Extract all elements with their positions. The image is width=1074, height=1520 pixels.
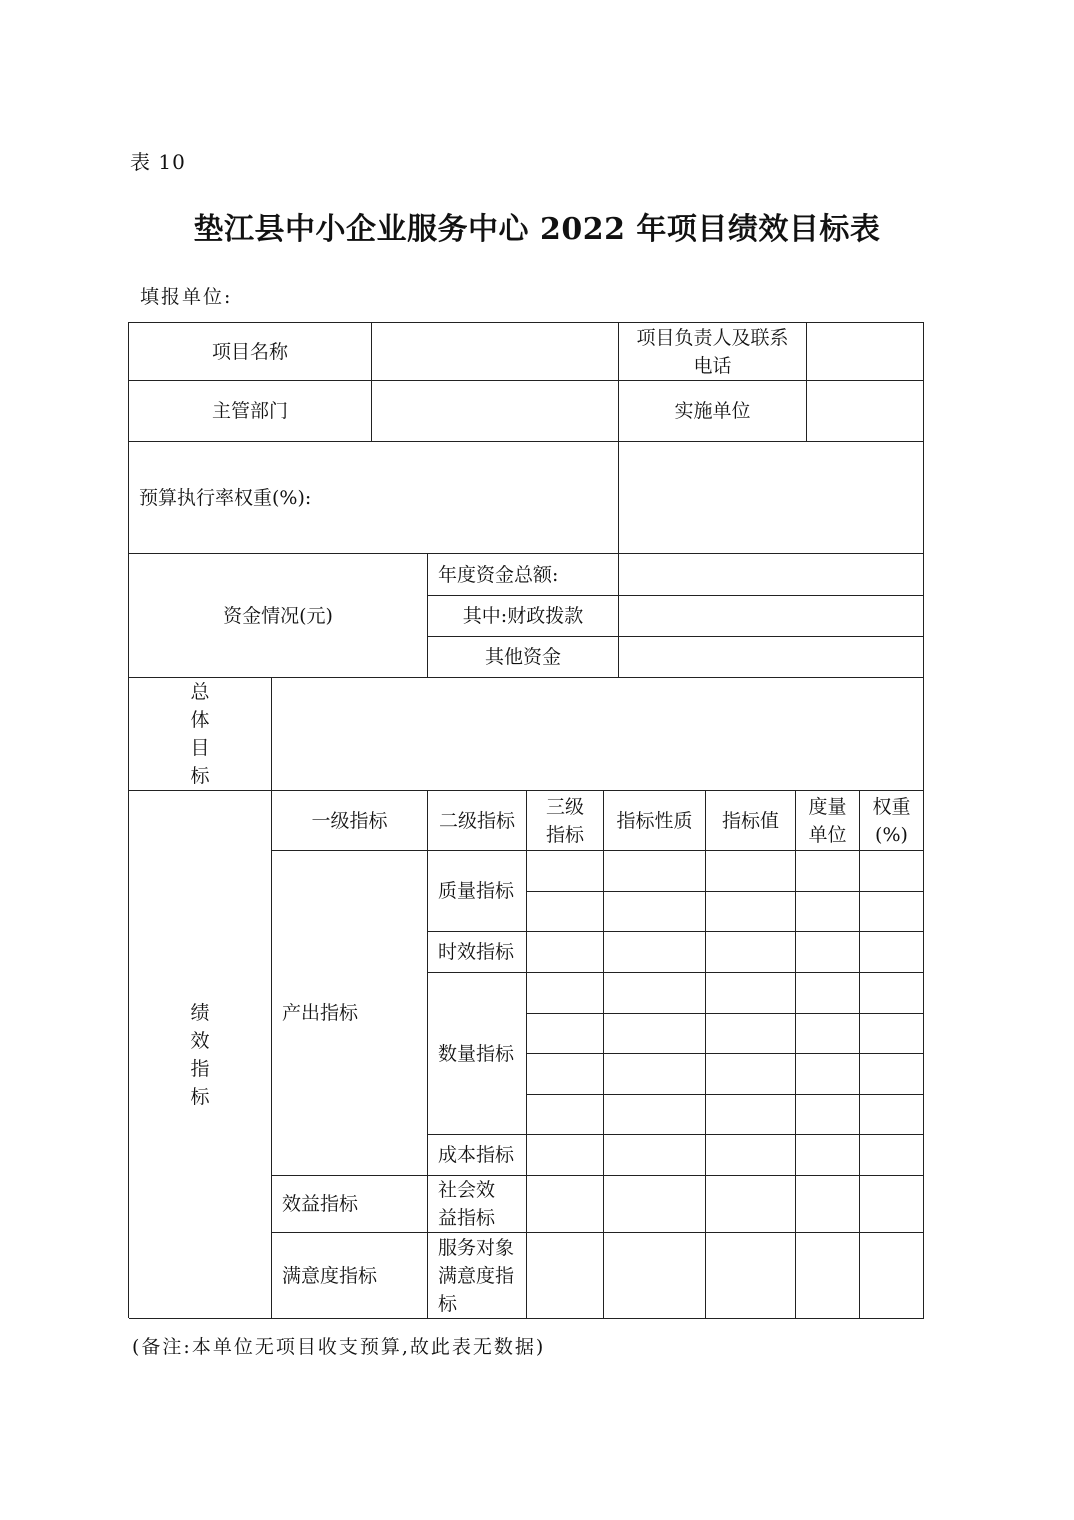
- indicator-cell-nature[interactable]: [604, 973, 706, 1014]
- implementer-label: 实施单位: [619, 381, 807, 442]
- indicators-section-label: 绩效指标: [129, 791, 272, 1319]
- indicator-cell-value[interactable]: [706, 1233, 796, 1319]
- budget-rate-weight-label: 预算执行率权重(%):: [129, 442, 619, 554]
- indicator-cell-unit[interactable]: [796, 1095, 860, 1135]
- quantity-indicator-label: 数量指标: [428, 973, 527, 1135]
- indicator-cell-weight[interactable]: [860, 851, 924, 892]
- timeliness-indicator-label: 时效指标: [428, 932, 527, 973]
- page-title: 垫江县中小企业服务中心 2022 年项目绩效目标表: [193, 212, 881, 247]
- indicator-cell-unit[interactable]: [796, 1054, 860, 1095]
- indicator-cell-weight[interactable]: [860, 1054, 924, 1095]
- social-benefit-indicator-label: 社会效益指标: [428, 1176, 527, 1233]
- indicator-cell-value[interactable]: [706, 1135, 796, 1176]
- funds-label: 资金情况(元): [129, 554, 428, 678]
- indicator-cell-nature[interactable]: [604, 1135, 706, 1176]
- header-weight: 权重(%): [860, 791, 924, 851]
- department-value[interactable]: [372, 381, 619, 442]
- indicator-cell-value[interactable]: [706, 932, 796, 973]
- indicator-cell-level3[interactable]: [527, 892, 604, 932]
- indicator-cell-unit[interactable]: [796, 1135, 860, 1176]
- indicator-cell-nature[interactable]: [604, 851, 706, 892]
- cost-indicator-label: 成本指标: [428, 1135, 527, 1176]
- department-label: 主管部门: [129, 381, 372, 442]
- indicator-cell-unit[interactable]: [796, 892, 860, 932]
- indicator-cell-level3[interactable]: [527, 1176, 604, 1233]
- remark-note: (备注:本单位无项目收支预算,故此表无数据): [132, 1336, 546, 1358]
- indicator-cell-value[interactable]: [706, 1054, 796, 1095]
- indicator-cell-level3[interactable]: [527, 1014, 604, 1054]
- fiscal-label: 其中:财政拨款: [428, 596, 619, 637]
- project-name-value[interactable]: [372, 323, 619, 381]
- quality-indicator-label: 质量指标: [428, 851, 527, 932]
- other-funds-label: 其他资金: [428, 637, 619, 678]
- indicator-cell-nature[interactable]: [604, 1054, 706, 1095]
- other-funds-value[interactable]: [619, 637, 924, 678]
- indicator-cell-unit[interactable]: [796, 932, 860, 973]
- header-value: 指标值: [706, 791, 796, 851]
- indicator-cell-nature[interactable]: [604, 1176, 706, 1233]
- header-level3: 三级指标: [527, 791, 604, 851]
- indicator-cell-unit[interactable]: [796, 1176, 860, 1233]
- indicator-cell-weight[interactable]: [860, 1233, 924, 1319]
- annual-total-value[interactable]: [619, 554, 924, 596]
- indicator-cell-value[interactable]: [706, 1095, 796, 1135]
- indicator-cell-value[interactable]: [706, 851, 796, 892]
- indicator-cell-weight[interactable]: [860, 932, 924, 973]
- indicator-cell-value[interactable]: [706, 973, 796, 1014]
- indicator-cell-level3[interactable]: [527, 1135, 604, 1176]
- indicator-cell-weight[interactable]: [860, 973, 924, 1014]
- satisfaction-indicator-label: 满意度指标: [272, 1233, 428, 1319]
- indicator-cell-weight[interactable]: [860, 1176, 924, 1233]
- indicator-cell-unit[interactable]: [796, 973, 860, 1014]
- leader-contact-value[interactable]: [807, 323, 924, 381]
- header-level2: 二级指标: [428, 791, 527, 851]
- indicator-cell-level3[interactable]: [527, 851, 604, 892]
- indicator-cell-nature[interactable]: [604, 1233, 706, 1319]
- header-unit: 度量单位: [796, 791, 860, 851]
- indicator-cell-unit[interactable]: [796, 851, 860, 892]
- indicator-cell-unit[interactable]: [796, 1014, 860, 1054]
- indicator-cell-level3[interactable]: [527, 1054, 604, 1095]
- indicator-cell-level3[interactable]: [527, 1233, 604, 1319]
- performance-target-table: [128, 322, 924, 1318]
- indicator-cell-nature[interactable]: [604, 1014, 706, 1054]
- fiscal-value[interactable]: [619, 596, 924, 637]
- indicator-cell-unit[interactable]: [796, 1233, 860, 1319]
- service-satisfaction-indicator-label: 服务对象满意度指标: [428, 1233, 527, 1319]
- budget-rate-weight-value[interactable]: [619, 442, 924, 554]
- output-indicator-label: 产出指标: [272, 851, 428, 1176]
- table-number: 表 10: [130, 150, 186, 174]
- indicator-cell-nature[interactable]: [604, 1095, 706, 1135]
- indicator-cell-level3[interactable]: [527, 932, 604, 973]
- indicator-cell-value[interactable]: [706, 1014, 796, 1054]
- project-name-label: 项目名称: [129, 323, 372, 381]
- indicator-cell-level3[interactable]: [527, 1095, 604, 1135]
- annual-total-label: 年度资金总额:: [428, 554, 619, 596]
- indicator-cell-weight[interactable]: [860, 1135, 924, 1176]
- header-nature: 指标性质: [604, 791, 706, 851]
- leader-contact-label: 项目负责人及联系电话: [619, 323, 807, 381]
- indicator-cell-value[interactable]: [706, 1176, 796, 1233]
- fill-unit-label: 填报单位:: [140, 286, 233, 308]
- header-level1: 一级指标: [272, 791, 428, 851]
- overall-goal-label: 总体目标: [129, 678, 272, 791]
- indicator-cell-value[interactable]: [706, 892, 796, 932]
- overall-goal-value[interactable]: [272, 678, 924, 791]
- indicator-cell-weight[interactable]: [860, 1014, 924, 1054]
- implementer-value[interactable]: [807, 381, 924, 442]
- benefit-indicator-label: 效益指标: [272, 1176, 428, 1233]
- indicator-cell-nature[interactable]: [604, 932, 706, 973]
- indicator-cell-weight[interactable]: [860, 1095, 924, 1135]
- indicator-cell-level3[interactable]: [527, 973, 604, 1014]
- indicator-cell-nature[interactable]: [604, 892, 706, 932]
- indicator-cell-weight[interactable]: [860, 892, 924, 932]
